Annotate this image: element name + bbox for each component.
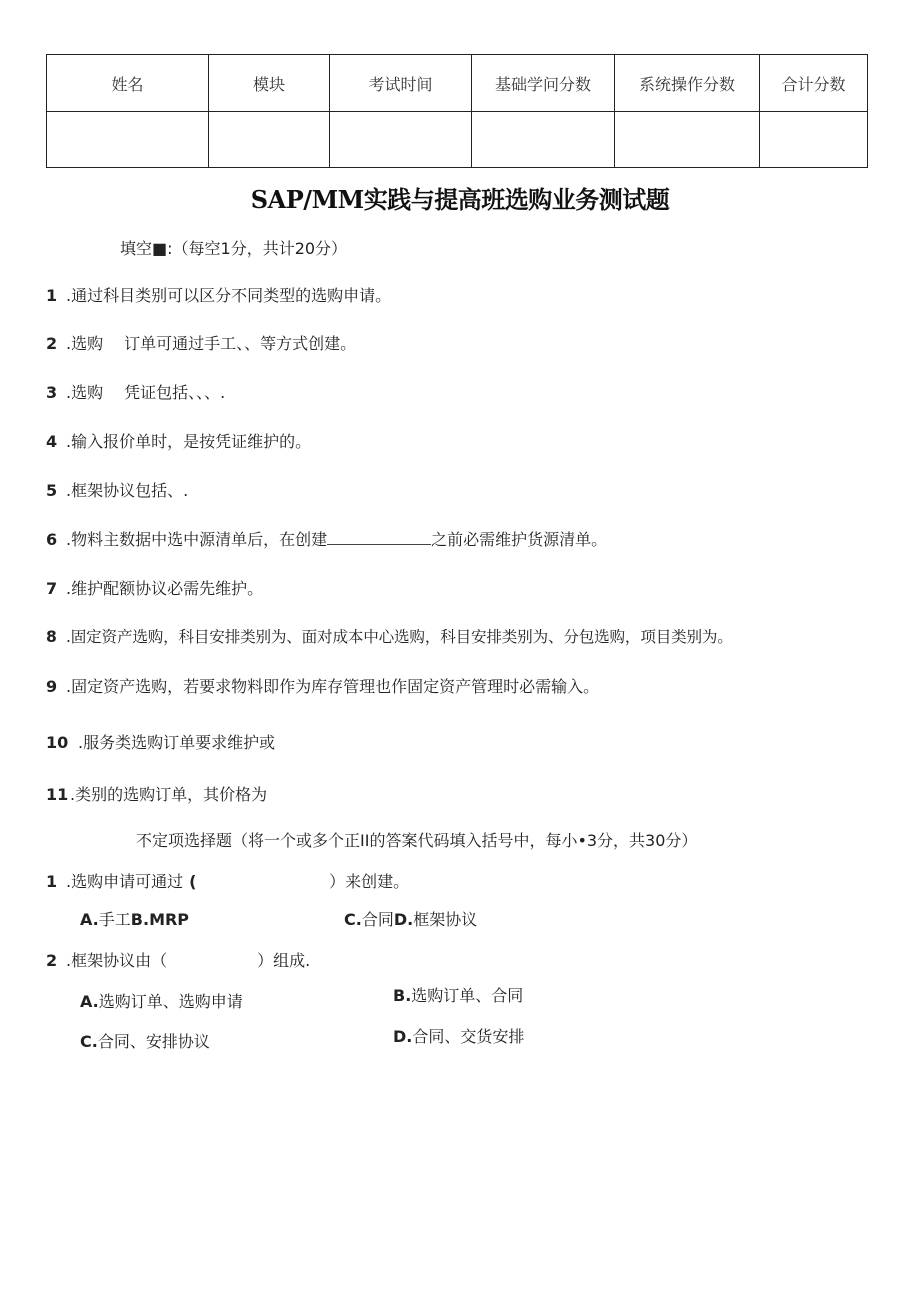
q2-opt-a-letter: A.	[80, 992, 99, 1011]
cell-system-score	[615, 112, 760, 168]
q1-option-a-b	[80, 907, 189, 930]
q1-opt-d-letter: D.	[393, 910, 414, 929]
item-number: 6	[46, 530, 58, 549]
header-module: 模块	[209, 55, 330, 112]
header-basic-score: 基础学问分数	[472, 55, 615, 112]
answer-blank	[327, 530, 431, 545]
q2-option-c	[80, 1029, 210, 1052]
fill-item-6	[46, 527, 607, 550]
item-text: .服务类选购订单要求维护或	[78, 733, 276, 752]
fill-item-4	[46, 429, 311, 452]
item-text: .选购 凭证包括、、、.	[66, 383, 226, 402]
q2-opt-c: 合同、安排协议	[97, 1032, 210, 1051]
fill-item-3	[46, 380, 225, 403]
q1-opt-b: MRP	[149, 910, 190, 929]
cell-name	[47, 112, 209, 168]
q2-opt-d-letter: D.	[393, 1027, 413, 1046]
section2-heading: 不定项选择题（将一个或多个正II的答案代码填入括号中，每小•3分，共30分）	[136, 831, 698, 850]
fill-item-9	[46, 674, 599, 697]
item-number: 1	[46, 286, 58, 305]
q1-opt-a: 手工	[98, 910, 131, 929]
item-text-before: .物料主数据中选中源清单后，在创建	[66, 530, 328, 549]
page-title: SAP/MM实践与提高班选购业务测试题	[250, 185, 670, 214]
q2-opt-c-letter: C.	[80, 1032, 98, 1051]
fill-item-11	[46, 782, 267, 805]
item-text: .通过科目类别可以区分不同类型的选购申请。	[66, 286, 392, 305]
fill-item-2	[46, 331, 356, 354]
q1-opt-b-letter: B.	[130, 910, 150, 929]
q1-opt-a-letter: A.	[80, 910, 99, 929]
item-number: 10	[46, 733, 69, 752]
q1-opt-d: 框架协议	[413, 910, 478, 929]
q1-opt-c: 合同	[361, 910, 394, 929]
fill-item-8	[46, 625, 733, 647]
q2-opt-a: 选购订单、选购申请	[98, 992, 243, 1011]
header-exam-time: 考试时间	[330, 55, 472, 112]
q2-option-d-clipped	[393, 1024, 593, 1046]
cell-exam-time	[330, 112, 472, 168]
item-text: .类别的选购订单，其价格为	[70, 785, 268, 804]
q1-option-c-d	[344, 907, 477, 930]
item-text: .选购 订单可通过手工、、等方式创建。	[66, 334, 357, 353]
header-system-score: 系统操作分数	[615, 55, 760, 112]
item-number: 8	[46, 628, 57, 646]
fill-item-7	[46, 576, 263, 599]
cell-total-score	[760, 112, 868, 168]
fill-item-5	[46, 478, 188, 501]
q2-opt-d: 合同、交货安排	[412, 1027, 525, 1046]
q2-stem-before: .框架协议由（	[66, 951, 168, 970]
item-number: 1	[46, 872, 58, 891]
item-number: 2	[46, 951, 58, 970]
section1-heading: 填空■:（每空1分，共计20分）	[120, 239, 348, 258]
q2-opt-b-letter: B.	[393, 986, 412, 1005]
item-text: .固定资产选购，科目安排类别为、面对成本中心选购，科目安排类别为、分包选购，项目类别为。	[66, 628, 733, 646]
fill-item-1	[46, 283, 391, 306]
q1-stem-before: .选购申请可通过	[66, 872, 184, 891]
cell-basic-score	[472, 112, 615, 168]
q2-opt-b: 选购订单、合同	[411, 986, 524, 1005]
q1-opt-c-letter: C.	[344, 910, 362, 929]
item-number: 11	[46, 785, 69, 804]
score-table-header-row	[47, 55, 868, 112]
item-number: 5	[46, 481, 58, 500]
item-number: 7	[46, 579, 58, 598]
item-number: 9	[46, 677, 58, 696]
item-text: .维护配额协议必需先维护。	[66, 579, 264, 598]
header-name: 姓名	[47, 55, 209, 112]
q1-stem-after: ）来创建。	[329, 872, 410, 891]
score-table	[46, 54, 868, 168]
q1-paren-open: (	[189, 872, 197, 891]
item-number: 4	[46, 432, 58, 451]
score-table-blank-row	[47, 112, 868, 168]
item-number: 3	[46, 383, 58, 402]
item-text: .固定资产选购，若要求物料即作为库存管理也作固定资产管理时必需输入。	[66, 677, 600, 696]
fill-item-10	[46, 730, 275, 753]
q2-option-b	[393, 983, 523, 1006]
choice-q2-stem	[46, 948, 310, 971]
item-text: .框架协议包括、.	[66, 481, 189, 500]
cell-module	[209, 112, 330, 168]
item-text-after: 之前必需维护货源清单。	[431, 530, 608, 549]
q2-stem-after: ）组成.	[257, 951, 311, 970]
q2-option-a	[80, 989, 243, 1012]
choice-q1-stem	[46, 869, 409, 892]
header-total-score: 合计分数	[760, 55, 868, 112]
item-text: .输入报价单时，是按凭证维护的。	[66, 432, 312, 451]
q2-option-d	[393, 1024, 524, 1047]
item-number: 2	[46, 334, 58, 353]
